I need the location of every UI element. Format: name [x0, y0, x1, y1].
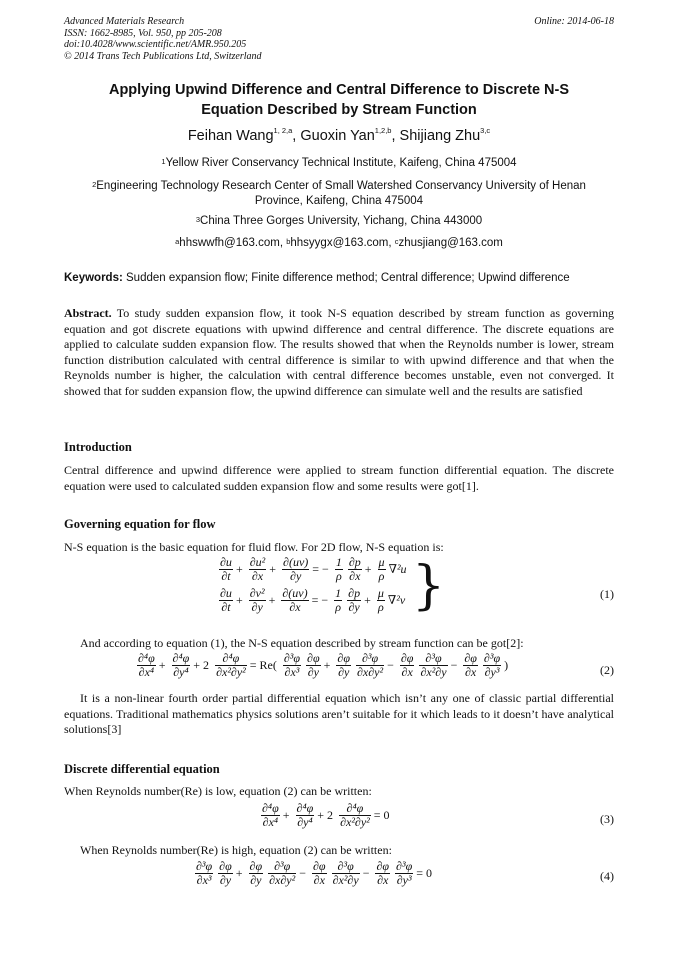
- abstract: [64, 306, 614, 400]
- governing-text-3: It is a non-linear fourth order partial differential equation which isn’t any one of classic partial differential equations. Traditional mathematics physics solutions aren’t suitable for it which leads to it doesn’t have analytical solutions[3]: [64, 691, 614, 737]
- right-brace: }: [412, 556, 446, 616]
- equation-3: $\frac{\text{∂⁴φ}}{\text{∂x⁴}}$ + $\frac{\text{∂⁴φ}}{\text{∂y⁴}}$ + 2 $\frac{\text{∂⁴φ}}{\text{∂x²∂y²}}$ = 0: [262, 801, 390, 829]
- journal-header: [64, 16, 614, 62]
- doi-line: doi:10.4028/www.scientific.net/AMR.950.205: [64, 39, 247, 50]
- equation-4-number: (4): [600, 869, 614, 883]
- affiliation-1: $^1$Yellow River Conservancy Technical Institute, Kaifeng, China 475004: [161, 157, 517, 169]
- abstract-text: To study sudden expansion flow, it took N-S equation described by stream function as governing equation and got discrete equations with upwind difference and central difference. The discrete equations are applied to calculate sudden expansion flow. The results showed that when the Reynolds number is lower, stream function distribution calculated with central difference is similar to with upwind difference and that when the Reynolds number is higher, the calculation with central difference becomes unstable, even not converged. It showed that for sudden expansion flow, the upwind difference can simulate well and the results are satisfied: [64, 306, 614, 398]
- equation-3-number: (3): [600, 812, 614, 826]
- abstract-label: Abstract.: [64, 306, 112, 320]
- keywords: [64, 272, 614, 284]
- equation-1: $\frac{\partial u}{\partial t}$ + $\frac{\text{∂u²}}{\partial x}$ + $\frac{\partial(uv)}{\partial y}$ = − $\frac{1}{\rho}$ $\frac{\partial p}{\partial x}$ + $\frac{\mu}{\rho}$ ∇²u $\frac{\partial u}{\partial t}$ + $\frac{\text{∂v²}}{\partial y}$ + $\frac{\partial(uv)}{\partial x}$ = − $\frac{1}{\rho}$ $\frac{\partial p}{\partial y}$ + $\frac{\mu}{\rho}$ ∇²v: [220, 555, 407, 614]
- author-list: Feihan Wang$^{1, 2,a}$, Guoxin Yan$^{1,2,b}$, Shijiang Zhu$^{3,c}$: [187, 126, 491, 144]
- discrete-text-2: When Reynolds number(Re) is high, equation (2) can be written:: [80, 843, 392, 857]
- affiliation-2: $^2$Engineering Technology Research Center of Small Watershed Conservancy University of Henan Province, Kaifeng, China 475004: [92, 180, 586, 207]
- equation-1-number: (1): [600, 587, 614, 601]
- online-date: Online: 2014-06-18: [534, 16, 614, 27]
- journal-name: Advanced Materials Research: [64, 16, 185, 27]
- author-name: Feihan Wang: [187, 128, 274, 144]
- discrete-text-1: When Reynolds number(Re) is low, equation (2) can be written:: [64, 784, 372, 798]
- email-line: $^a$hhswwfh@163.com, $^b$hhsyygx@163.com, $^c$zhusjiang@163.com: [175, 237, 503, 249]
- keywords-text: Sudden expansion flow; Finite difference method; Central difference; Upwind difference: [126, 272, 570, 284]
- discrete-heading: Discrete differential equation: [64, 762, 220, 776]
- paper-title: Applying Upwind Difference and Central Difference to Discrete N-S Equation Described by Stream Function: [108, 82, 570, 118]
- affiliation-3: $^3$China Three Gorges University, Yichang, China 443000: [195, 215, 483, 227]
- governing-text-1: N-S equation is the basic equation for fluid flow. For 2D flow, N-S equation is:: [64, 540, 444, 554]
- equation-4: $\frac{\text{∂³φ}}{\text{∂x³}}$ $\frac{\partial\varphi}{\partial y}$ + $\frac{\partial\varphi}{\partial y}$ $\frac{\text{∂³φ}}{\text{∂x∂y²}}$ − $\frac{\partial\varphi}{\partial x}$ $\frac{\text{∂³φ}}{\text{∂x²∂y}}$ − $\frac{\partial\varphi}{\partial x}$ $\frac{\text{∂³φ}}{\text{∂y³}}$ = 0: [196, 859, 432, 887]
- governing-text-2: And according to equation (1), the N-S equation described by stream function can be got[2]:: [80, 636, 524, 650]
- issn-line: ISSN: 1662-8985, Vol. 950, pp 205-208: [64, 27, 222, 39]
- introduction-heading: Introduction: [64, 440, 132, 454]
- equation-2: $\frac{\text{∂⁴φ}}{\text{∂x⁴}}$ + $\frac{\text{∂⁴φ}}{\text{∂y⁴}}$ + 2 $\frac{\text{∂⁴φ}}{\text{∂x²∂y²}}$ = Re( $\frac{\text{∂³φ}}{\text{∂x³}}$ $\frac{\partial\varphi}{\partial y}$ + $\frac{\partial\varphi}{\partial y}$ $\frac{\text{∂³φ}}{\text{∂x∂y²}}$ − $\frac{\partial\varphi}{\partial x}$ $\frac{\text{∂³φ}}{\text{∂x²∂y}}$ − $\frac{\partial\varphi}{\partial x}$ $\frac{\text{∂³φ}}{\text{∂y³}}$ ): [138, 651, 509, 679]
- introduction-text: Central difference and upwind difference were applied to stream function differential equation. The discrete equation were used to calculated sudden expansion flow and some results were got[1].: [64, 463, 614, 493]
- governing-heading: Governing equation for flow: [64, 517, 216, 531]
- author-name: Guoxin Yan: [300, 128, 375, 144]
- keywords-label: Keywords:: [64, 272, 123, 284]
- equation-2-number: (2): [600, 663, 614, 677]
- author-name: Shijiang Zhu: [399, 128, 481, 144]
- copyright-line: © 2014 Trans Tech Publications Ltd, Switzerland: [64, 50, 262, 62]
